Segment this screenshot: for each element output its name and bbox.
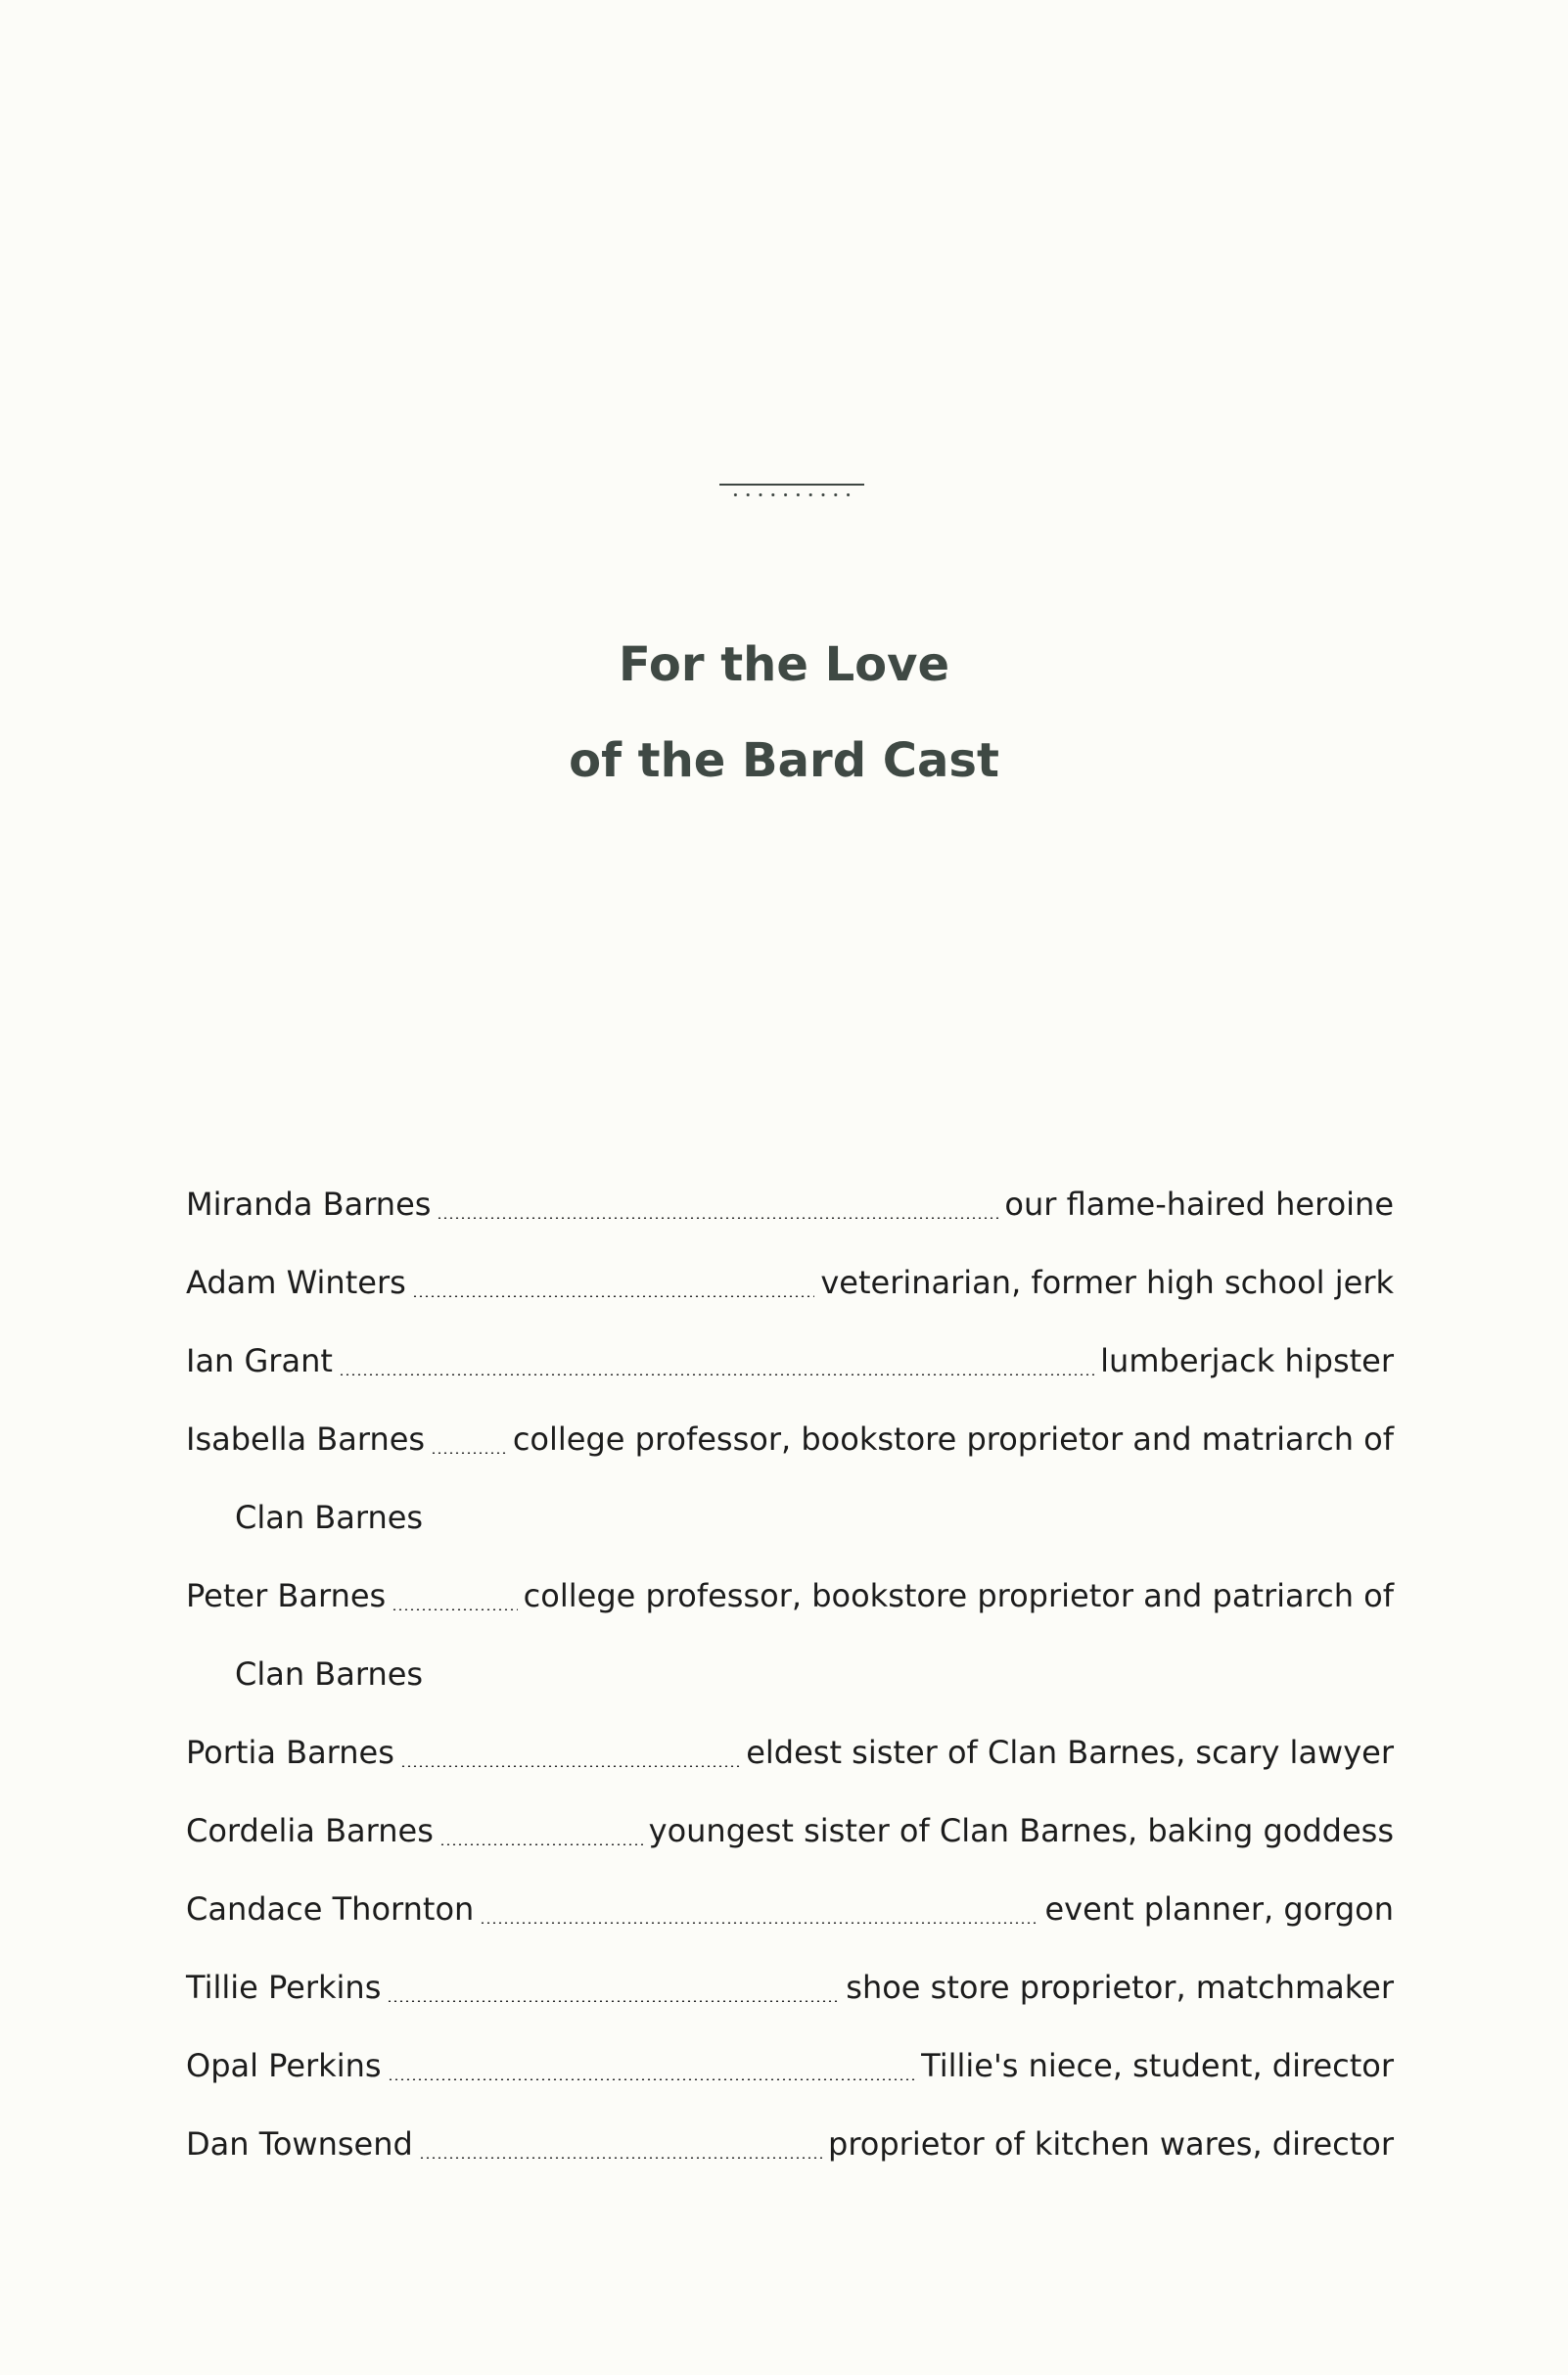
cast-name: Opal Perkins — [186, 2047, 382, 2084]
page-title — [0, 617, 1568, 809]
cast-role: veterinarian, former high school jerk — [820, 1264, 1394, 1301]
cast-name: Cordelia Barnes — [186, 1812, 434, 1849]
cast-entry — [186, 2105, 1394, 2183]
title-ornament — [719, 484, 864, 501]
dot-leader — [412, 1295, 815, 1297]
cast-entry — [186, 2026, 1394, 2105]
cast-name: Portia Barnes — [186, 1734, 394, 1771]
cast-entry — [186, 1243, 1394, 1322]
cast-role: lumberjack hipster — [1100, 1342, 1394, 1379]
cast-name: Candace Thornton — [186, 1890, 475, 1928]
cast-role: youngest sister of Clan Barnes, baking goddess — [648, 1812, 1394, 1849]
title-line-2: of the Bard Cast — [569, 733, 999, 788]
cast-name: Tillie Perkins — [186, 1969, 382, 2006]
cast-list — [186, 1165, 1394, 2183]
cast-role: shoe store proprietor, matchmaker — [846, 1969, 1394, 2006]
ornament-rule — [719, 484, 864, 486]
cast-entry — [186, 1713, 1394, 1792]
dot-leader — [431, 1452, 507, 1454]
cast-name: Ian Grant — [186, 1342, 333, 1379]
ornament-dots — [729, 493, 854, 496]
dot-leader — [437, 1217, 998, 1219]
title-line-1: For the Love — [619, 637, 949, 692]
dot-leader — [400, 1765, 740, 1767]
cast-name: Isabella Barnes — [186, 1420, 426, 1458]
dot-leader — [388, 2078, 916, 2080]
cast-role: college professor, bookstore proprietor and patriarch of — [523, 1577, 1394, 1614]
dot-leader — [339, 1374, 1094, 1375]
dot-leader — [480, 1922, 1038, 1924]
cast-role: proprietor of kitchen wares, director — [828, 2125, 1394, 2163]
cast-entry — [186, 1165, 1394, 1243]
cast-entry — [186, 1870, 1394, 1948]
cast-entry — [186, 1948, 1394, 2026]
cast-role: eldest sister of Clan Barnes, scary lawyer — [746, 1734, 1394, 1771]
cast-name: Dan Townsend — [186, 2125, 413, 2163]
cast-role: college professor, bookstore proprietor and matriarch of — [512, 1420, 1394, 1458]
cast-entry — [186, 1792, 1394, 1870]
dot-leader — [392, 1608, 517, 1610]
cast-role-continuation: Clan Barnes — [235, 1655, 424, 1693]
dot-leader — [419, 2157, 822, 2159]
cast-entry — [186, 1322, 1394, 1400]
cast-name: Adam Winters — [186, 1264, 406, 1301]
cast-entry — [186, 1400, 1394, 1557]
dot-leader — [387, 2000, 840, 2002]
dot-leader — [439, 1843, 643, 1845]
cast-entry — [186, 1557, 1394, 1713]
cast-name: Miranda Barnes — [186, 1186, 432, 1223]
cast-role: event planner, gorgon — [1044, 1890, 1394, 1928]
cast-role: Tillie's niece, student, director — [921, 2047, 1394, 2084]
cast-name: Peter Barnes — [186, 1577, 387, 1614]
cast-role: our flame-haired heroine — [1004, 1186, 1394, 1223]
cast-role-continuation: Clan Barnes — [235, 1499, 424, 1536]
